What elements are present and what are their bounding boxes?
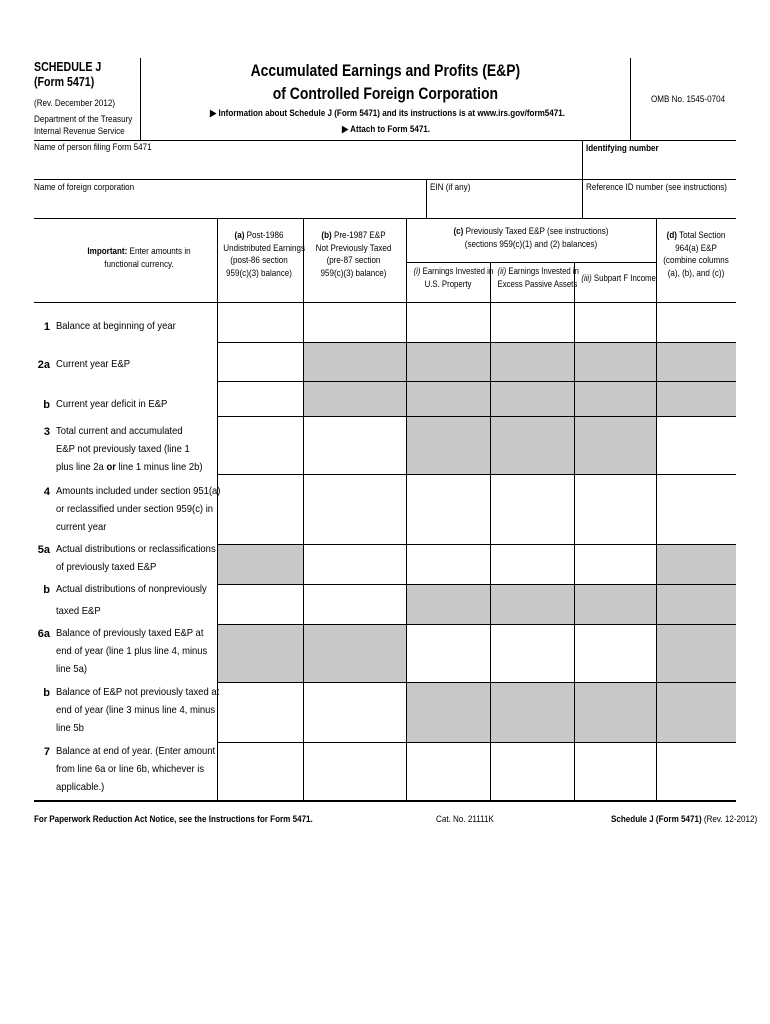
identifying-number-input[interactable]: [584, 158, 734, 178]
arrow-right-icon: ▶: [210, 108, 217, 119]
shaded-cell: [406, 682, 736, 742]
col-c-ii-header: (ii) Earnings Invested in Excess Passive Assets: [497, 266, 579, 290]
row-6a-label: Balance of previously taxed E&P at end of year (line 1 plus line 4, minus line 5a): [56, 627, 208, 675]
info-line: [210, 108, 565, 121]
arrow-right-icon: ▶: [342, 124, 349, 135]
row-3-number: 3: [43, 426, 50, 438]
important-rest: Enter amounts in: [129, 246, 191, 257]
row-6a-number: 6a: [37, 628, 50, 640]
row-2a-number: 2a: [37, 359, 50, 371]
form-title-line2: of Controlled Foreign Corporation: [272, 84, 498, 103]
info-text: Information about Schedule J (Form 5471) and its instructions is at www.irs.gov/form5471.: [218, 108, 566, 119]
form-number: (Form 5471): [34, 75, 95, 89]
important-line2: functional currency.: [104, 258, 174, 270]
catalog-number: Cat. No. 21111K: [436, 814, 494, 825]
schedule-j-form: [34, 58, 758, 828]
shaded-cell: [303, 342, 406, 416]
shaded-cell: [656, 544, 736, 584]
attach-text: Attach to Form 5471.: [350, 124, 431, 135]
revision-info: [34, 98, 132, 139]
row-7-label: Balance at end of year. (Enter amount from line 6a or line 6b, whichever is applicable.): [56, 745, 216, 793]
shaded-cell: [406, 416, 656, 474]
col-c-iii-header: (iii) Subpart F Income: [581, 273, 656, 284]
row-1-number: 1: [43, 321, 50, 333]
row-5b-number: b: [43, 584, 50, 596]
name-corp-label: Name of foreign corporation: [34, 182, 135, 193]
agency: Internal Revenue Service: [34, 126, 125, 137]
col-d-header: (d) Total Section 964(a) E&P (combine columns (a), (b), and (c)): [663, 230, 729, 279]
shaded-cell: [656, 624, 736, 682]
shaded-cell: [406, 342, 736, 416]
row-4-number: 4: [43, 486, 50, 498]
row-2b-label: Current year deficit in E&P: [56, 398, 168, 410]
paperwork-notice: For Paperwork Reduction Act Notice, see the Instructions for Form 5471.: [34, 814, 313, 825]
omb-number: OMB No. 1545-0704: [651, 94, 726, 105]
row-4-label: Amounts included under section 951(a) or reclassified under section 959(c) in current year: [56, 485, 221, 533]
col-c-header: (c) Previously Taxed E&P (see instructions) (sections 959(c)(1) and (2) balances): [453, 226, 609, 250]
row-5a-label: Actual distributions or reclassifications of previously taxed E&P: [56, 543, 216, 573]
name-filer-label: Name of person filing Form 5471: [34, 142, 152, 153]
row-1-label: Balance at beginning of year: [56, 320, 176, 332]
shaded-cell: [406, 584, 736, 624]
row-6b-number: b: [43, 687, 50, 699]
col-b-header: (b) Pre-1987 E&P Not Previously Taxed (pre-87 section 959(c)(3) balance): [315, 230, 392, 279]
row-3-label: Total current and accumulated E&P not previously taxed (line 1 plus line 2a or line 1 minus line 2b): [56, 425, 203, 473]
ein-label: EIN (if any): [430, 182, 471, 193]
reference-id-label: Reference ID number (see instructions): [586, 182, 727, 193]
row-7-number: 7: [43, 746, 50, 758]
important-bold: Important:: [87, 246, 128, 257]
row-6b-label: Balance of E&P not previously taxed at end of year (line 3 minus line 4, minus line 5b: [56, 686, 220, 734]
shaded-cell: [217, 624, 406, 682]
ein-input[interactable]: [428, 196, 580, 217]
row-2a-label: Current year E&P: [56, 358, 131, 370]
schedule-label: [34, 60, 101, 90]
attach-line: [342, 124, 430, 137]
revision-date: (Rev. December 2012): [34, 98, 116, 109]
shaded-cell: [217, 544, 303, 584]
reference-id-input[interactable]: [584, 196, 734, 217]
form-title-line1: Accumulated Earnings and Profits (E&P): [250, 61, 520, 80]
row-2b-number: b: [43, 399, 50, 411]
department: Department of the Treasury: [34, 113, 133, 125]
name-corp-input[interactable]: [34, 196, 424, 217]
name-filer-input[interactable]: [34, 158, 580, 178]
row-5a-number: 5a: [37, 544, 50, 556]
col-a-header: (a) Post-1986 Undistributed Earnings (post-86 section 959(c)(3) balance): [223, 230, 305, 279]
col-c-i-header: (i) Earnings Invested in U.S. Property: [413, 266, 494, 290]
row-5b-label: Actual distributions of nonpreviously taxed E&P: [56, 583, 207, 617]
important-note: [75, 246, 203, 271]
schedule-title: SCHEDULE J: [34, 60, 102, 74]
identifying-number-label: Identifying number: [586, 143, 659, 154]
footer-schedule: Schedule J (Form 5471) (Rev. 12-2012): [611, 814, 758, 825]
